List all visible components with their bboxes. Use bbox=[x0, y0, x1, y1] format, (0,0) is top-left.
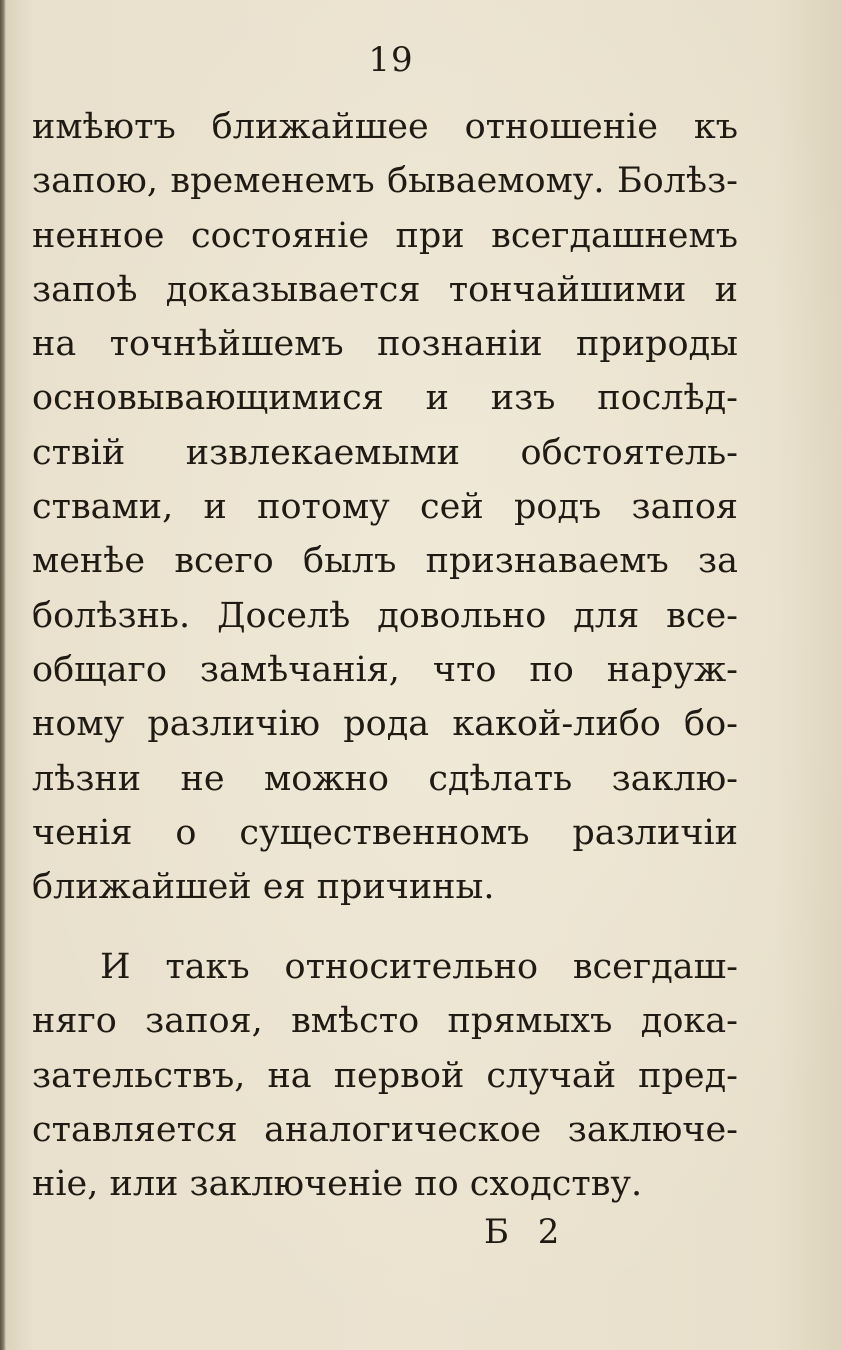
signature-mark: Б 2 bbox=[484, 1212, 560, 1252]
text-line: имѣютъ ближайшее отношеніе къ bbox=[32, 107, 738, 147]
text-line: запою, временемъ бываемому. Болѣз- bbox=[32, 161, 738, 202]
text-line: ствій извлекаемыми обстоятель- bbox=[32, 432, 738, 473]
text-line: менѣе всего былъ признаваемъ за bbox=[32, 541, 738, 582]
text-line: болѣзнь. Доселѣ довольно для все- bbox=[32, 595, 738, 636]
text-line: лѣзни не можно сдѣлать заклю- bbox=[32, 758, 738, 799]
paragraph-2 bbox=[32, 940, 738, 1211]
page-number: 19 bbox=[368, 40, 414, 80]
text-line: на точнѣйшемъ познаніи природы bbox=[32, 324, 738, 365]
paragraph-1 bbox=[32, 100, 738, 914]
text-line: зательствъ, на первой случай пред- bbox=[32, 1055, 738, 1096]
text-line: ствами, и потому сей родъ запоя bbox=[32, 487, 738, 528]
text-line: основывающимися и изъ послѣд- bbox=[32, 378, 738, 419]
spine-edge bbox=[0, 0, 6, 1350]
text-line: ненное состояніе при всегдашнемъ bbox=[32, 215, 738, 256]
text-line: ному различію рода какой-либо бо- bbox=[32, 704, 738, 745]
text-line: ближайшей ея причины. bbox=[32, 867, 495, 908]
text-line: ченія о существенномъ различіи bbox=[32, 812, 738, 853]
text-line: ставляется аналогическое заключе- bbox=[32, 1109, 738, 1150]
text-line: няго запоя, вмѣсто прямыхъ дока- bbox=[32, 1001, 738, 1042]
text-line: запоѣ доказывается тончайшими и bbox=[32, 269, 738, 310]
text-line: И такъ относительно всегдаш- bbox=[100, 947, 738, 987]
text-line: ніе, или заключеніе по сходству. bbox=[32, 1164, 643, 1205]
text-line: общаго замѣчанія, что по наруж- bbox=[32, 649, 738, 690]
